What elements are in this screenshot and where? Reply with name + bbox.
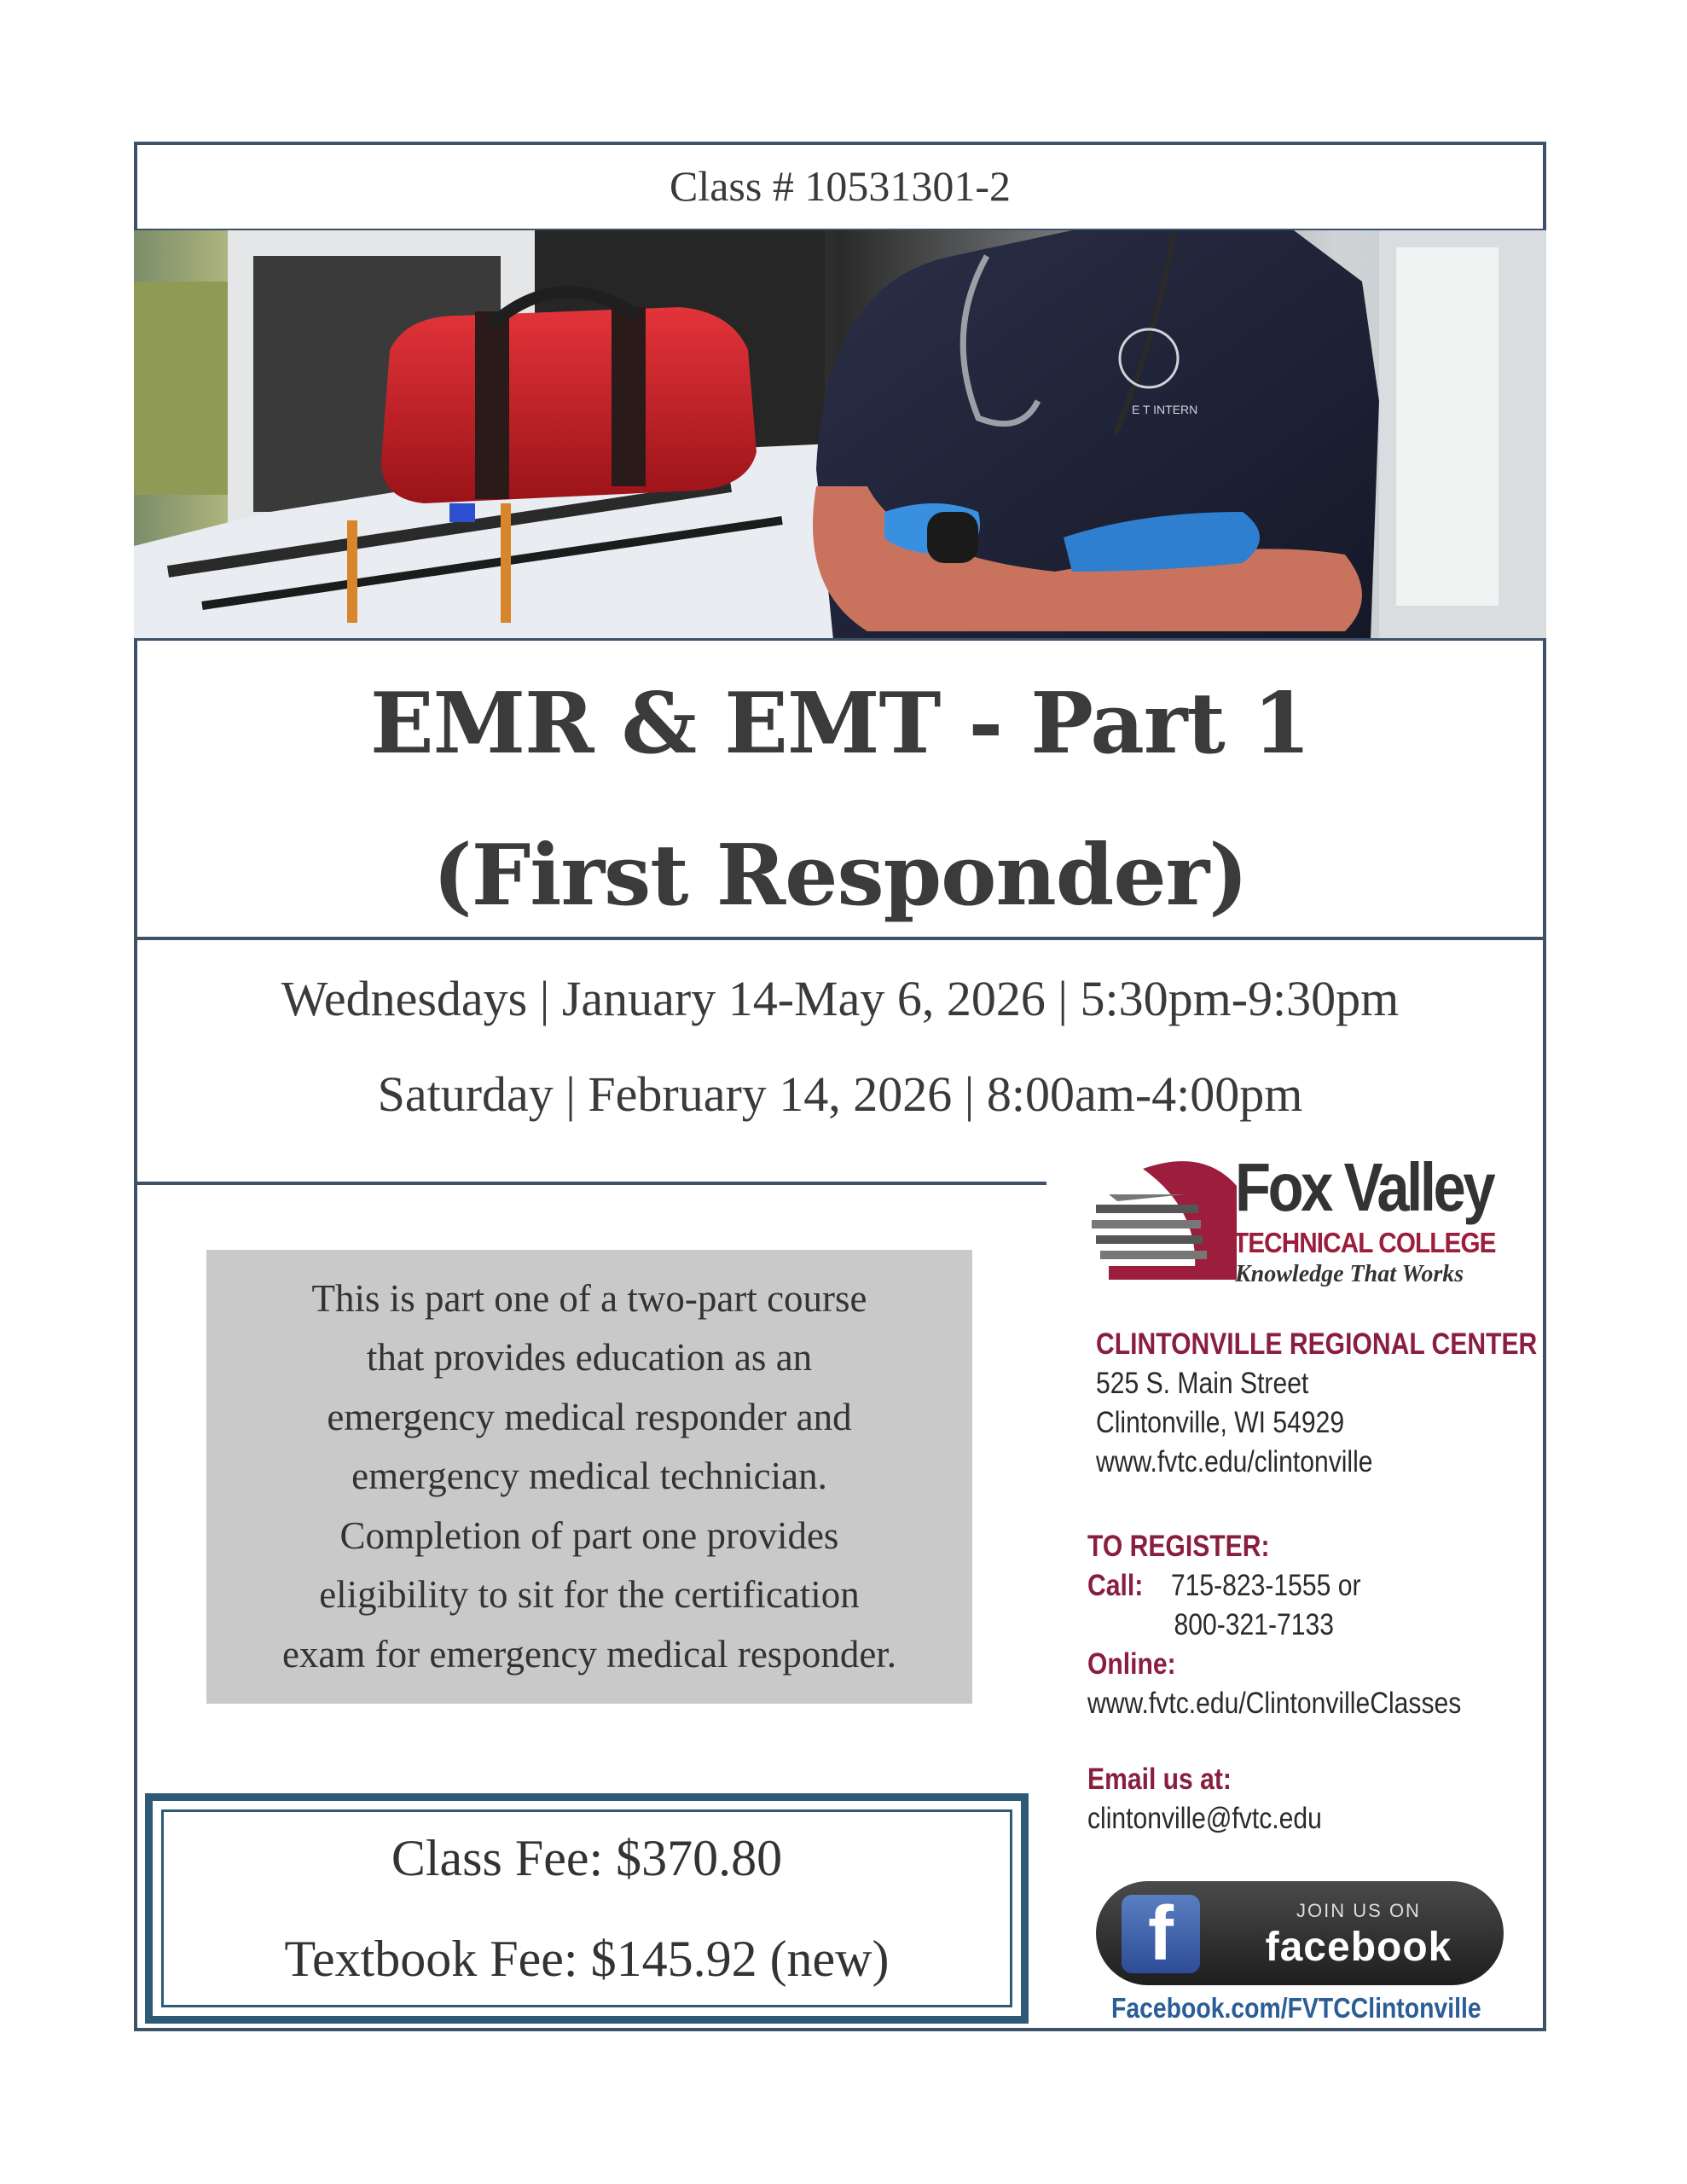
title-line-1: EMR & EMT - Part 1: [369, 675, 1311, 773]
description-line: that provides education as an: [366, 1336, 813, 1380]
divider: [134, 1182, 1046, 1185]
online-label: Online:: [1087, 1647, 1176, 1681]
schedule-row: Wednesdays | January 14-May 6, 2026 | 5:30pm-9:30pm: [281, 971, 1400, 1026]
description-line: eligibility to sit for the certification: [319, 1573, 860, 1617]
facebook-join-text: JOIN US ON: [1296, 1900, 1421, 1921]
logo-name: Fox Valley: [1235, 1149, 1493, 1225]
fvtc-logo: [1092, 1149, 1535, 1305]
phone-1[interactable]: 715-823-1555 or: [1170, 1569, 1361, 1602]
email-info: [1087, 1760, 1322, 1838]
phone-2[interactable]: 800-321-7133: [1174, 1608, 1334, 1641]
logo-tagline: Knowledge That Works: [1235, 1261, 1464, 1287]
schedule: [134, 951, 1546, 1142]
description-line: This is part one of a two-part course: [311, 1276, 867, 1320]
logo-subtitle: TECHNICAL COLLEGE: [1233, 1227, 1496, 1258]
call-label: Call:: [1087, 1569, 1144, 1602]
fee-box: [145, 1793, 1029, 2024]
center-address: [1096, 1325, 1537, 1482]
course-description: [206, 1250, 972, 1704]
facebook-icon: f: [1122, 1895, 1200, 1973]
course-title: [134, 648, 1546, 952]
center-street: 525 S. Main Street: [1096, 1367, 1309, 1400]
description-line: emergency medical technician.: [351, 1455, 827, 1498]
center-city: Clintonville, WI 54929: [1096, 1406, 1345, 1439]
class-fee: Class Fee: $370.80: [391, 1830, 783, 1886]
facebook-wordmark: facebook: [1265, 1925, 1452, 1970]
title-line-2: (First Responder): [432, 827, 1248, 925]
class-number: Class # 10531301-2: [670, 162, 1011, 210]
paramedic-photo: [134, 230, 1546, 640]
description-line: emergency medical responder and: [327, 1395, 852, 1438]
email-address[interactable]: clintonville@fvtc.edu: [1087, 1802, 1322, 1835]
register-info: [1087, 1527, 1461, 1723]
schedule-row: Saturday | February 14, 2026 | 8:00am-4:00pm: [377, 1066, 1303, 1122]
center-website[interactable]: www.fvtc.edu/clintonville: [1096, 1445, 1373, 1478]
divider: [134, 937, 1546, 940]
center-heading: CLINTONVILLE REGIONAL CENTER: [1096, 1327, 1538, 1361]
facebook-url[interactable]: Facebook.com/FVTCClintonville: [1111, 1992, 1481, 2024]
online-url[interactable]: www.fvtc.edu/ClintonvilleClasses: [1087, 1687, 1462, 1720]
register-heading: TO REGISTER:: [1087, 1530, 1270, 1563]
facebook-badge[interactable]: [1096, 1881, 1504, 1985]
fvtc-logo-mark: [1092, 1152, 1237, 1280]
description-line: exam for emergency medical responder.: [281, 1632, 897, 1676]
header-photo: [134, 230, 1546, 640]
divider: [134, 638, 1546, 641]
description-line: Completion of part one provides: [339, 1513, 839, 1557]
svg-text:E T INTERN: E T INTERN: [1132, 403, 1198, 416]
email-label: Email us at:: [1087, 1763, 1232, 1796]
textbook-fee: Textbook Fee: $145.92 (new): [284, 1931, 890, 1987]
